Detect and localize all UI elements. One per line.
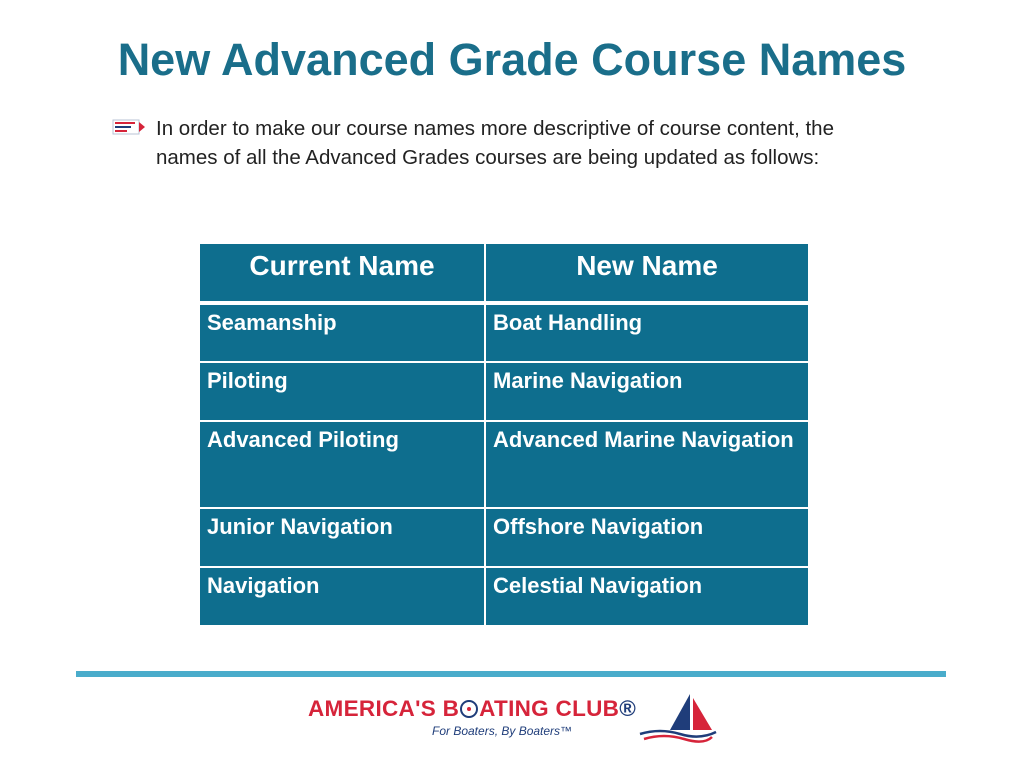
current-name-cell: Seamanship: [199, 303, 485, 362]
new-name-cell: Advanced Marine Navigation: [485, 421, 809, 508]
header-current-name: Current Name: [199, 243, 485, 303]
slide-title: New Advanced Grade Course Names: [117, 34, 907, 85]
current-name-cell: Navigation: [199, 567, 485, 626]
helm-wheel-icon: [460, 700, 478, 718]
logo-text-part2: ATING CLUB: [479, 696, 620, 721]
logo-registered-mark: ®: [619, 696, 637, 721]
new-name-cell: Offshore Navigation: [485, 508, 809, 567]
current-name-cell: Junior Navigation: [199, 508, 485, 567]
current-name-cell: Piloting: [199, 362, 485, 421]
sailboat-icon: [630, 692, 720, 744]
table-row: [199, 567, 809, 626]
new-name-cell: Celestial Navigation: [485, 567, 809, 626]
logo-text-part1: AMERICA'S B: [308, 696, 460, 721]
club-logo: [308, 692, 728, 748]
table-row: [199, 362, 809, 421]
logo-tagline: For Boaters, By Boaters™: [432, 724, 573, 738]
table-row: [199, 508, 809, 567]
header-new-name: New Name: [485, 243, 809, 303]
table-row: [199, 421, 809, 508]
small-flag-logo-icon: [112, 118, 146, 136]
footer-divider: [76, 671, 946, 677]
bullet-text: In order to make our course names more descriptive of course content, the names of all the Advanced Grades courses are being updated as follows:: [156, 117, 834, 169]
new-name-cell: Boat Handling: [485, 303, 809, 362]
logo-wordmark: [308, 696, 636, 722]
course-name-table: [198, 242, 810, 627]
current-name-cell: Advanced Piloting: [199, 421, 485, 508]
table-row: [199, 303, 809, 362]
new-name-cell: Marine Navigation: [485, 362, 809, 421]
table-header-row: [199, 243, 809, 303]
